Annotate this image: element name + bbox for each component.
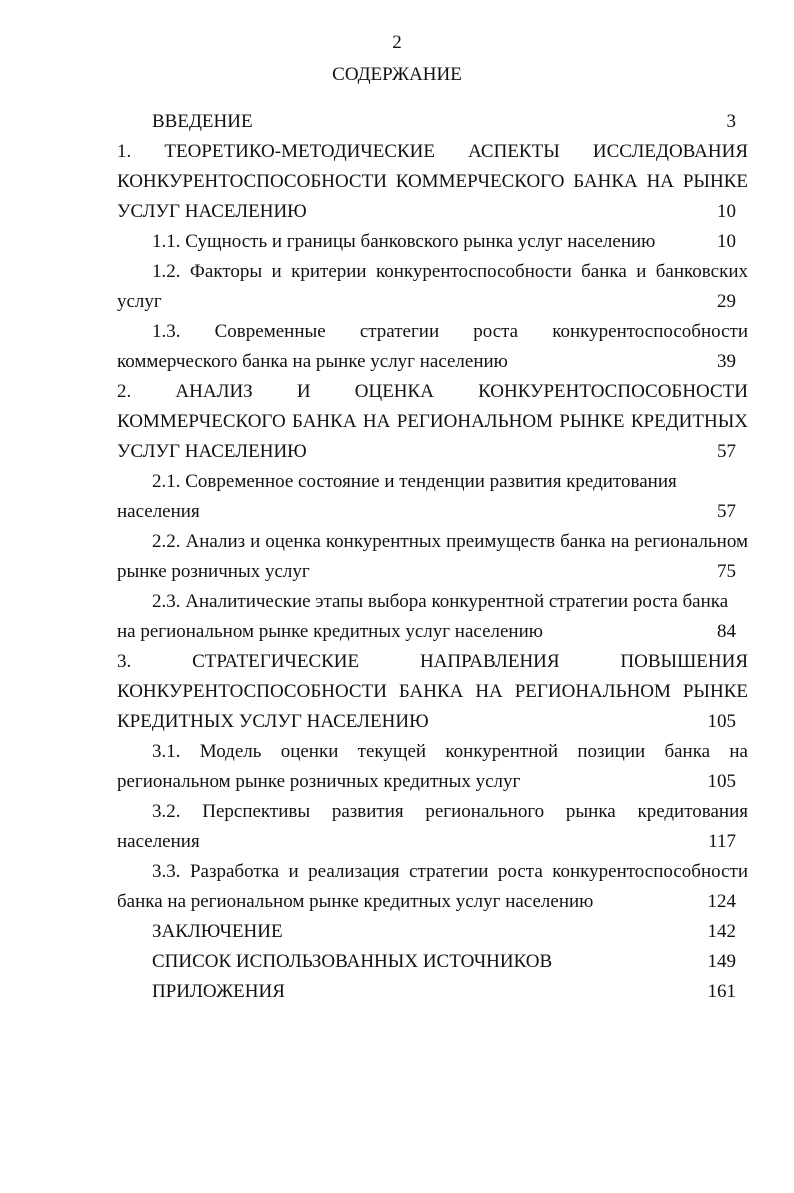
chapter2-title-line3: УСЛУГ НАСЕЛЕНИЮ bbox=[117, 441, 307, 462]
section-3-1-page: 105 bbox=[707, 771, 736, 792]
section-2-2-page: 75 bbox=[717, 561, 736, 582]
section-2-1-line2: населения bbox=[117, 501, 200, 522]
page-number: 2 bbox=[392, 32, 402, 53]
toc-conclusion-label: ЗАКЛЮЧЕНИЕ bbox=[152, 921, 283, 942]
section-3-3-page: 124 bbox=[707, 891, 736, 912]
section-2-2-line2: рынке розничных услуг bbox=[117, 561, 310, 582]
chapter3-title-line1: 3. СТРАТЕГИЧЕСКИЕ НАПРАВЛЕНИЯ ПОВЫШЕНИЯ bbox=[117, 651, 748, 672]
chapter3-page: 105 bbox=[707, 711, 736, 732]
section-3-3-line1: 3.3. Разработка и реализация стратегии роста конкурентоспособности bbox=[152, 861, 748, 882]
section-3-1-line1: 3.1. Модель оценки текущей конкурентной позиции банка на bbox=[152, 741, 748, 762]
section-3-2-page: 117 bbox=[708, 831, 736, 852]
chapter1-title-line1: 1. ТЕОРЕТИКО-МЕТОДИЧЕСКИЕ АСПЕКТЫ ИССЛЕДОВАНИЯ bbox=[117, 141, 748, 162]
toc-conclusion-page: 142 bbox=[707, 921, 736, 942]
section-3-3-line2: банка на региональном рынке кредитных услуг населению bbox=[117, 891, 594, 912]
section-2-3-line2: на региональном рынке кредитных услуг населению bbox=[117, 621, 543, 642]
section-1-3-line1: 1.3. Современные стратегии роста конкурентоспособности bbox=[152, 321, 748, 342]
section-1-1: 1.1. Сущность и границы банковского рынка услуг населению bbox=[152, 231, 656, 252]
section-2-1-page: 57 bbox=[717, 501, 736, 522]
section-1-2-line2: услуг bbox=[117, 291, 162, 312]
section-1-2-page: 29 bbox=[717, 291, 736, 312]
toc-appendices-page: 161 bbox=[707, 981, 736, 1002]
chapter1-title-line2: КОНКУРЕНТОСПОСОБНОСТИ КОММЕРЧЕСКОГО БАНКА НА РЫНКЕ bbox=[117, 171, 748, 192]
section-3-1-line2: региональном рынке розничных кредитных услуг bbox=[117, 771, 521, 792]
section-3-2-line2: населения bbox=[117, 831, 200, 852]
chapter3-title-line2: КОНКУРЕНТОСПОСОБНОСТИ БАНКА НА РЕГИОНАЛЬНОМ РЫНКЕ bbox=[117, 681, 748, 702]
chapter2-title-line1: 2. АНАЛИЗ И ОЦЕНКА КОНКУРЕНТОСПОСОБНОСТИ bbox=[117, 381, 748, 402]
section-1-3-page: 39 bbox=[717, 351, 736, 372]
section-3-2-line1: 3.2. Перспективы развития регионального рынка кредитования bbox=[152, 801, 748, 822]
chapter2-page: 57 bbox=[717, 441, 736, 462]
toc-sources-label: СПИСОК ИСПОЛЬЗОВАННЫХ ИСТОЧНИКОВ bbox=[152, 951, 553, 972]
section-2-3-page: 84 bbox=[717, 621, 736, 642]
toc-appendices-label: ПРИЛОЖЕНИЯ bbox=[152, 981, 285, 1002]
section-2-1-line1: 2.1. Современное состояние и тенденции развития кредитования bbox=[152, 471, 677, 492]
chapter3-title-line3: КРЕДИТНЫХ УСЛУГ НАСЕЛЕНИЮ bbox=[117, 711, 429, 732]
toc-intro-label: ВВЕДЕНИЕ bbox=[152, 111, 253, 132]
chapter2-title-line2: КОММЕРЧЕСКОГО БАНКА НА РЕГИОНАЛЬНОМ РЫНКЕ КРЕДИТНЫХ bbox=[117, 411, 748, 432]
toc-title: СОДЕРЖАНИЕ bbox=[332, 64, 462, 85]
section-1-3-line2: коммерческого банка на рынке услуг населению bbox=[117, 351, 508, 372]
section-1-1-page: 10 bbox=[717, 231, 736, 252]
section-2-3-line1: 2.3. Аналитические этапы выбора конкурентной стратегии роста банка bbox=[152, 591, 729, 612]
chapter1-page: 10 bbox=[717, 201, 736, 222]
toc-sources-page: 149 bbox=[707, 951, 736, 972]
section-2-2-line1: 2.2. Анализ и оценка конкурентных преимуществ банка на региональном bbox=[152, 531, 748, 552]
section-1-2-line1: 1.2. Факторы и критерии конкурентоспособности банка и банковских bbox=[152, 261, 748, 282]
chapter1-title-line3: УСЛУГ НАСЕЛЕНИЮ bbox=[117, 201, 307, 222]
toc-intro-page: 3 bbox=[726, 111, 736, 132]
